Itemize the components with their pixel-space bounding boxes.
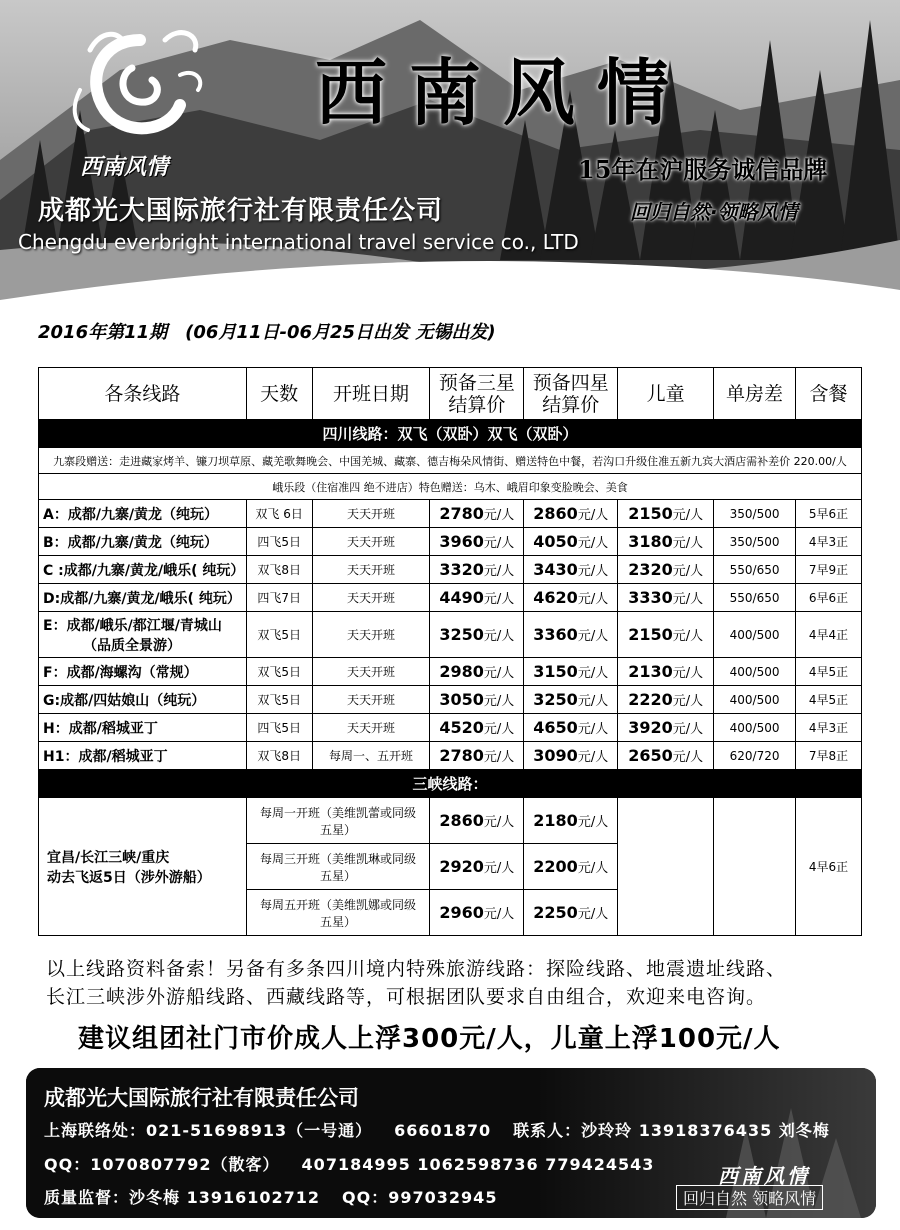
swirl-logo-icon (70, 20, 210, 150)
route-date: 天天开班 (312, 686, 430, 714)
route-days: 双飞5日 (246, 658, 312, 686)
contact-line-supervision: 质量监督：沙冬梅 13916102712 QQ：997032945 (44, 1188, 498, 1207)
sanxia-adult-price: 2860元/人 (430, 798, 524, 844)
contact-company: 成都光大国际旅行社有限责任公司 (44, 1086, 359, 1110)
route-date: 每周一、五开班 (312, 742, 430, 770)
route-name: A：成都/九寨/黄龙（纯玩） (39, 500, 247, 528)
route-price-four-star: 3360元/人 (524, 612, 618, 658)
route-price-three-star: 2780元/人 (430, 500, 524, 528)
route-days: 双飞8日 (246, 742, 312, 770)
route-price-three-star: 3050元/人 (430, 686, 524, 714)
company-name-en: Chengdu everbright international travel service co., LTD (18, 230, 579, 254)
route-single-supplement: 350/500 (714, 500, 796, 528)
route-price-child: 2320元/人 (618, 556, 714, 584)
route-row (39, 714, 862, 742)
section-sanxia (39, 770, 862, 798)
section-sanxia-title: 三峡线路： (39, 770, 862, 798)
route-price-four-star: 3430元/人 (524, 556, 618, 584)
route-price-child: 2220元/人 (618, 686, 714, 714)
route-meal: 7早9正 (796, 556, 862, 584)
route-days: 四飞7日 (246, 584, 312, 612)
brand-tagline: 回归自然·领略风情 (630, 200, 798, 224)
sanxia-route: 宜昌/长江三峡/重庆 动去飞返5日（涉外游船） (39, 798, 247, 936)
contact-box (26, 1068, 876, 1218)
col-header-single: 单房差 (714, 368, 796, 420)
route-meal: 7早8正 (796, 742, 862, 770)
route-price-three-star: 3250元/人 (430, 612, 524, 658)
route-meal: 4早5正 (796, 658, 862, 686)
info-line: 长江三峡涉外游船线路、西藏线路等，可根据团队要求自由组合，欢迎来电咨询。 (46, 986, 767, 1008)
route-date: 天天开班 (312, 658, 430, 686)
issue-number: 2016年第11期 (38, 322, 168, 343)
header-banner (0, 0, 900, 310)
col-header-route: 各条线路 (39, 368, 247, 420)
issue-dates: (06月11日-06月25日出发 无锡出发) (185, 322, 496, 343)
route-price-three-star: 2780元/人 (430, 742, 524, 770)
brand-title: 西南风情 (315, 50, 692, 135)
route-row (39, 612, 862, 658)
col-header-days: 天数 (246, 368, 312, 420)
logo-caption: 西南风情 (80, 155, 169, 180)
col-header-child: 儿童 (618, 368, 714, 420)
route-days: 四飞5日 (246, 528, 312, 556)
contact-slogan: 回归自然 领略风情 (676, 1185, 823, 1210)
route-row (39, 584, 862, 612)
route-price-child: 2150元/人 (618, 500, 714, 528)
note-jiuzhai-text: 九寨段赠送：走进藏家烤羊、镰刀坝草原、藏羌歌舞晚会、中国羌城、藏寨、德吉梅朵风情街、赠送特色中餐，若沟口升级住准五新九宾大酒店需补差价 220.00/人 (39, 448, 862, 474)
note-emei (39, 474, 862, 500)
route-single-supplement: 400/500 (714, 686, 796, 714)
col-header-four-star: 预备四星 结算价 (524, 368, 618, 420)
route-meal: 5早6正 (796, 500, 862, 528)
route-name: C :成都/九寨/黄龙/峨乐( 纯玩） (39, 556, 247, 584)
route-price-four-star: 4650元/人 (524, 714, 618, 742)
note-emei-text: 峨乐段（住宿准四 绝不进店）特色赠送：乌木、峨眉印象变脸晚会、美食 (39, 474, 862, 500)
route-price-child: 3920元/人 (618, 714, 714, 742)
route-price-child: 2650元/人 (618, 742, 714, 770)
route-single-supplement: 400/500 (714, 658, 796, 686)
issue-line (38, 318, 514, 344)
price-advice: 建议组团社门市价成人上浮300元/人，儿童上浮100元/人 (78, 1024, 781, 1054)
col-header-date: 开班日期 (312, 368, 430, 420)
sanxia-child-price: 2250元/人 (524, 890, 618, 936)
route-price-four-star: 3250元/人 (524, 686, 618, 714)
route-name: H：成都/稻城亚丁 (39, 714, 247, 742)
route-date: 天天开班 (312, 612, 430, 658)
route-row (39, 658, 862, 686)
route-meal: 4早3正 (796, 528, 862, 556)
route-single-supplement: 550/650 (714, 556, 796, 584)
sanxia-desc: 每周一开班（美维凯蕾或同级 五星） (246, 798, 430, 844)
sanxia-child-price: 2180元/人 (524, 798, 618, 844)
contact-logo-text: 西南风情 (718, 1164, 810, 1188)
sanxia-desc: 每周三开班（美维凯琳或同级 五星） (246, 844, 430, 890)
route-name: F：成都/海螺沟（常规） (39, 658, 247, 686)
route-name: E：成都/峨乐/都江堰/青城山 （品质全景游） (39, 612, 247, 658)
route-single-supplement: 550/650 (714, 584, 796, 612)
route-row (39, 686, 862, 714)
route-date: 天天开班 (312, 584, 430, 612)
route-price-child: 2150元/人 (618, 612, 714, 658)
route-date: 天天开班 (312, 556, 430, 584)
route-price-four-star: 4620元/人 (524, 584, 618, 612)
route-name: G:成都/四姑娘山（纯玩） (39, 686, 247, 714)
table-header-row (39, 368, 862, 420)
route-row (39, 556, 862, 584)
route-price-three-star: 3320元/人 (430, 556, 524, 584)
route-days: 双飞8日 (246, 556, 312, 584)
route-meal: 6早6正 (796, 584, 862, 612)
route-row (39, 528, 862, 556)
note-jiuzhai (39, 448, 862, 474)
route-price-three-star: 2980元/人 (430, 658, 524, 686)
sanxia-empty (714, 798, 796, 936)
route-price-three-star: 4490元/人 (430, 584, 524, 612)
route-name: B：成都/九寨/黄龙（纯玩） (39, 528, 247, 556)
route-meal: 4早5正 (796, 686, 862, 714)
sanxia-adult-price: 2960元/人 (430, 890, 524, 936)
route-price-child: 3330元/人 (618, 584, 714, 612)
route-date: 天天开班 (312, 500, 430, 528)
route-price-four-star: 3150元/人 (524, 658, 618, 686)
route-single-supplement: 350/500 (714, 528, 796, 556)
sanxia-child-price: 2200元/人 (524, 844, 618, 890)
route-single-supplement: 400/500 (714, 714, 796, 742)
company-name-cn: 成都光大国际旅行社有限责任公司 (38, 196, 444, 226)
route-price-four-star: 3090元/人 (524, 742, 618, 770)
route-price-child: 2130元/人 (618, 658, 714, 686)
route-days: 双飞5日 (246, 686, 312, 714)
route-name: D:成都/九寨/黄龙/峨乐( 纯玩） (39, 584, 247, 612)
route-price-four-star: 4050元/人 (524, 528, 618, 556)
route-date: 天天开班 (312, 714, 430, 742)
route-row (39, 742, 862, 770)
price-table (38, 367, 862, 936)
route-days: 四飞5日 (246, 714, 312, 742)
route-row (39, 500, 862, 528)
info-line: 以上线路资料备索！另备有多条四川境内特殊旅游线路：探险线路、地震遗址线路、 (46, 958, 787, 980)
route-single-supplement: 400/500 (714, 612, 796, 658)
route-single-supplement: 620/720 (714, 742, 796, 770)
route-days: 双飞5日 (246, 612, 312, 658)
sanxia-adult-price: 2920元/人 (430, 844, 524, 890)
sanxia-meal: 4早6正 (796, 798, 862, 936)
sanxia-row (39, 798, 862, 844)
sanxia-desc: 每周五开班（美维凯娜或同级 五星） (246, 890, 430, 936)
section-sichuan-title: 四川线路：双飞（双卧）双飞（双卧） (39, 420, 862, 448)
col-header-meal: 含餐 (796, 368, 862, 420)
route-meal: 4早4正 (796, 612, 862, 658)
route-price-four-star: 2860元/人 (524, 500, 618, 528)
route-price-child: 3180元/人 (618, 528, 714, 556)
info-paragraph (46, 955, 786, 1011)
section-sichuan (39, 420, 862, 448)
route-date: 天天开班 (312, 528, 430, 556)
contact-line-qq: QQ：1070807792（散客） 407184995 1062598736 779424543 (44, 1155, 655, 1174)
route-name: H1：成都/稻城亚丁 (39, 742, 247, 770)
sanxia-empty (618, 798, 714, 936)
route-price-three-star: 3960元/人 (430, 528, 524, 556)
route-days: 双飞 6日 (246, 500, 312, 528)
sichuan-rows (39, 500, 862, 770)
col-header-three-star: 预备三星 结算价 (430, 368, 524, 420)
brand-slogan: 15年在沪服务诚信品牌 (578, 155, 828, 184)
contact-line-shanghai: 上海联络处：021-51698913（一号通） 66601870 联系人：沙玲玲 13918376435 刘冬梅 (44, 1121, 830, 1140)
route-price-three-star: 4520元/人 (430, 714, 524, 742)
route-meal: 4早3正 (796, 714, 862, 742)
